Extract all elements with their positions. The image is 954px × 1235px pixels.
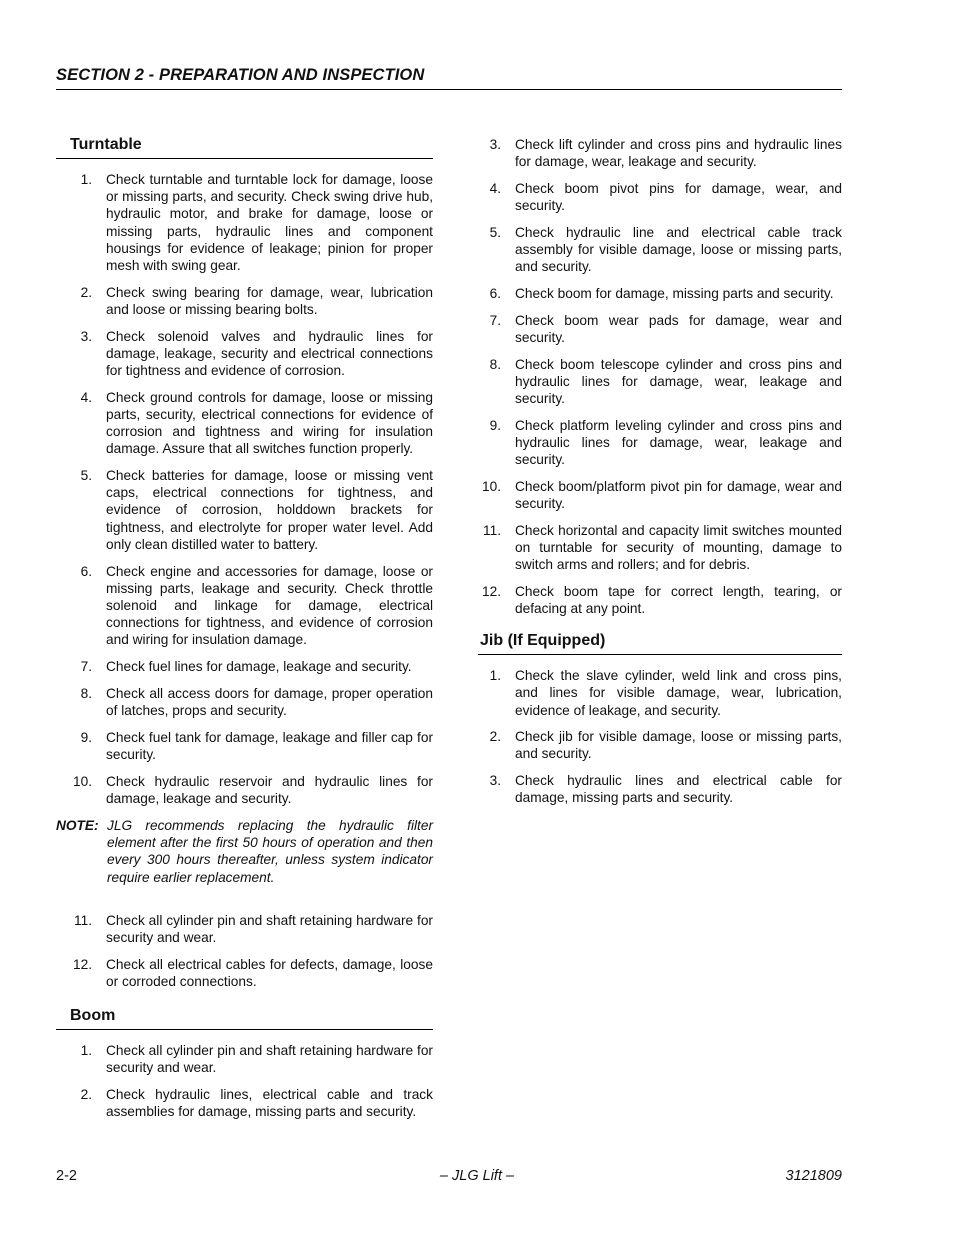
item-number: 8. bbox=[80, 685, 92, 701]
item-number: 11. bbox=[73, 912, 92, 928]
list-item bbox=[56, 729, 433, 763]
list-item bbox=[478, 583, 842, 617]
turntable-list bbox=[56, 171, 433, 807]
item-number: 7. bbox=[489, 312, 501, 328]
list-item bbox=[478, 312, 842, 346]
item-number: 4. bbox=[489, 180, 501, 196]
item-text: Check boom wear pads for damage, wear and security. bbox=[515, 312, 842, 345]
item-text: Check platform leveling cylinder and cross pins and hydraulic lines for damage, wear, leakage and security. bbox=[515, 417, 842, 468]
item-number: 6. bbox=[489, 285, 501, 301]
item-number: 2. bbox=[489, 729, 501, 745]
item-text: Check fuel lines for damage, leakage and security. bbox=[106, 659, 412, 675]
boom-heading: Boom bbox=[56, 1006, 433, 1030]
item-number: 2. bbox=[80, 284, 92, 300]
jib-heading: Jib (If Equipped) bbox=[478, 631, 842, 655]
list-item bbox=[56, 773, 433, 807]
list-item bbox=[56, 563, 433, 649]
item-number: 10. bbox=[72, 773, 92, 789]
boom-list bbox=[56, 1042, 433, 1120]
list-item bbox=[56, 171, 433, 274]
item-number: 8. bbox=[489, 356, 501, 372]
item-number: 9. bbox=[80, 729, 92, 745]
header-divider bbox=[56, 89, 842, 90]
item-number: 1. bbox=[489, 668, 501, 684]
list-item bbox=[478, 522, 842, 574]
item-text: Check hydraulic reservoir and hydraulic lines for damage, leakage and security. bbox=[106, 773, 433, 806]
item-text: Check all cylinder pin and shaft retaining hardware for security and wear. bbox=[106, 912, 433, 946]
list-item bbox=[478, 667, 842, 719]
item-text: Check swing bearing for damage, wear, lubrication and loose or missing bearing bolts. bbox=[106, 284, 433, 317]
section-header: SECTION 2 - PREPARATION AND INSPECTION bbox=[56, 66, 425, 84]
item-number: 10. bbox=[481, 478, 501, 494]
item-number: 3. bbox=[489, 137, 501, 152]
item-text: Check engine and accessories for damage, loose or missing parts, leakage and security. Check throttle solenoid and linkage for damage, electrical connections for tightness, and evidence of corrosion and wiring for insulation damage. bbox=[106, 563, 433, 648]
list-item bbox=[478, 224, 842, 276]
list-item bbox=[478, 285, 842, 302]
item-text: Check boom pivot pins for damage, wear, and security. bbox=[515, 180, 842, 214]
list-item bbox=[56, 658, 433, 675]
item-text: Check hydraulic lines, electrical cable and track assemblies for damage, missing parts and security. bbox=[106, 1087, 433, 1120]
turntable-list-continued bbox=[56, 912, 433, 990]
page-number: 2-2 bbox=[56, 1168, 77, 1184]
item-text: Check boom/platform pivot pin for damage, wear and security. bbox=[515, 478, 842, 511]
hydraulic-filter-note bbox=[56, 817, 433, 886]
turntable-heading: Turntable bbox=[56, 135, 433, 159]
list-item bbox=[56, 328, 433, 380]
item-text: Check all electrical cables for defects, damage, loose or corroded connections. bbox=[106, 956, 433, 989]
list-item bbox=[478, 180, 842, 214]
list-item bbox=[478, 356, 842, 408]
item-number: 4. bbox=[80, 389, 92, 405]
item-number: 3. bbox=[80, 328, 92, 344]
note-label: NOTE: bbox=[56, 818, 99, 833]
item-text: Check all cylinder pin and shaft retaining hardware for security and wear. bbox=[106, 1043, 433, 1076]
list-item bbox=[56, 284, 433, 318]
item-text: Check hydraulic line and electrical cable track assembly for visible damage, loose or missing parts, and security. bbox=[515, 224, 842, 275]
list-item bbox=[56, 685, 433, 719]
item-number: 12. bbox=[72, 956, 92, 972]
item-number: 1. bbox=[80, 172, 92, 187]
item-text: Check turntable and turntable lock for damage, loose or missing parts, and security. Check swing drive hub, hydraulic motor, and brake for damage, loose or missing parts, hydraulic lines and component housings for evidence of leakage; pinion for proper mesh with swing gear. bbox=[106, 172, 433, 274]
note-text: JLG recommends replacing the hydraulic filter element after the first 50 hours of operation and then every 300 hours thereafter, unless system indicator require earlier replacement. bbox=[107, 818, 433, 885]
item-text: Check fuel tank for damage, leakage and filler cap for security. bbox=[106, 729, 433, 762]
item-text: Check horizontal and capacity limit switches mounted on turntable for security of mounting, damage to switch arms and rollers; and for debris. bbox=[515, 522, 842, 573]
item-text: Check the slave cylinder, weld link and cross pins, and lines for visible damage, wear, lubrication, evidence of leakage, and security. bbox=[515, 668, 842, 718]
list-item bbox=[478, 136, 842, 170]
item-number: 9. bbox=[489, 417, 501, 433]
item-text: Check boom for damage, missing parts and security. bbox=[515, 285, 834, 301]
footer-title: – JLG Lift – bbox=[439, 1168, 515, 1184]
item-number: 11. bbox=[482, 522, 501, 538]
item-number: 7. bbox=[80, 659, 92, 675]
item-text: Check lift cylinder and cross pins and hydraulic lines for damage, wear, leakage and security. bbox=[515, 137, 842, 170]
list-item bbox=[478, 478, 842, 512]
list-item bbox=[478, 417, 842, 469]
list-item bbox=[56, 389, 433, 458]
item-text: Check batteries for damage, loose or missing vent caps, electrical connections for tightness, and evidence of corrosion, holddown brackets for tightness, and electrolyte for proper water level. Add only clean distilled water to battery. bbox=[106, 468, 433, 552]
item-text: Check ground controls for damage, loose or missing parts, security, electrical connections for evidence of corrosion and tightness and wiring for insulation damage. Assure that all switches function properly. bbox=[106, 389, 433, 457]
item-text: Check all access doors for damage, proper operation of latches, props and security. bbox=[106, 685, 433, 718]
item-text: Check solenoid valves and hydraulic lines for damage, leakage, security and electrical connections for tightness and evidence of corrosion. bbox=[106, 328, 433, 379]
item-number: 6. bbox=[80, 563, 92, 579]
list-item bbox=[478, 728, 842, 762]
item-number: 12. bbox=[481, 583, 501, 599]
list-item bbox=[56, 912, 433, 946]
item-text: Check boom telescope cylinder and cross pins and hydraulic lines for damage, wear, leakage and security. bbox=[515, 356, 842, 406]
list-item bbox=[56, 1086, 433, 1120]
list-item bbox=[478, 772, 842, 806]
boom-list-continued bbox=[478, 136, 842, 617]
list-item bbox=[56, 956, 433, 990]
list-item bbox=[56, 1042, 433, 1076]
left-column bbox=[56, 128, 433, 1130]
item-number: 5. bbox=[80, 468, 92, 484]
jib-list bbox=[478, 667, 842, 806]
item-number: 3. bbox=[489, 773, 501, 789]
item-number: 2. bbox=[80, 1087, 92, 1103]
item-number: 1. bbox=[80, 1043, 92, 1059]
item-text: Check boom tape for correct length, tearing, or defacing at any point. bbox=[515, 583, 842, 616]
list-item bbox=[56, 467, 433, 553]
item-text: Check jib for visible damage, loose or missing parts, and security. bbox=[515, 729, 842, 762]
item-text: Check hydraulic lines and electrical cable for damage, missing parts and security. bbox=[515, 773, 842, 806]
right-column bbox=[478, 136, 842, 816]
document-number: 3121809 bbox=[785, 1168, 842, 1184]
item-number: 5. bbox=[489, 224, 501, 240]
